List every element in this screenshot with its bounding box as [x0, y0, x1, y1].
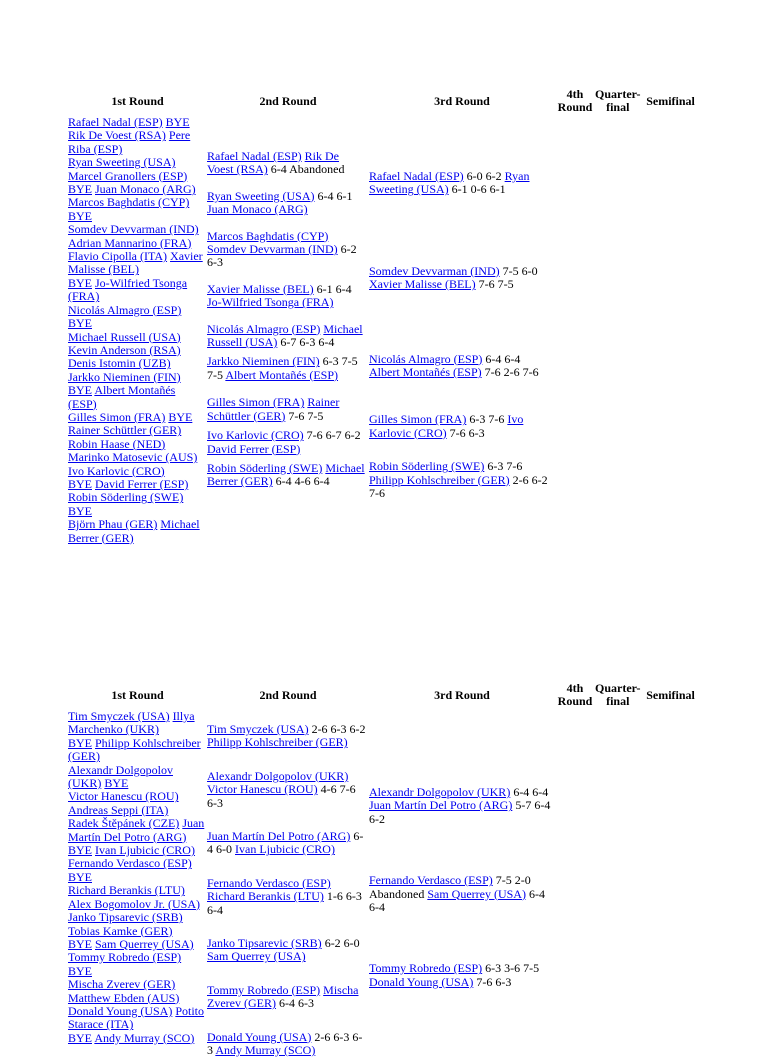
header-round-2: 2nd Round: [259, 93, 317, 108]
match-cell: [68, 357, 205, 384]
round-3-column: [369, 116, 555, 545]
score-text: 6-4 6-1: [314, 188, 353, 203]
header-row: [68, 680, 701, 710]
match-cell: [369, 460, 553, 500]
player-link[interactable]: Ivan Ljubicic (CRO): [95, 843, 195, 858]
score-text: 6-4 6-3: [275, 996, 314, 1011]
player-link[interactable]: Philipp Kohlschreiber (GER): [207, 735, 348, 750]
player-link[interactable]: Pere Riba (ESP): [68, 128, 191, 156]
player-link[interactable]: Alexandr Dolgopolov (UKR): [207, 768, 349, 783]
score-text: 7-6 2-6 7-6: [481, 365, 539, 380]
score-text: 2-6 6-3 6-2: [308, 722, 366, 736]
match-cell: [68, 304, 205, 331]
player-link[interactable]: Denis Istomin (UZB): [68, 356, 171, 371]
player-link[interactable]: Björn Phau (GER): [68, 517, 158, 532]
player-link[interactable]: Ivo Karlovic (CRO): [68, 463, 165, 478]
match-cell: [68, 978, 205, 1005]
match-cell: [369, 962, 553, 989]
match-cell: [207, 937, 367, 964]
score-text: 1-6 6-3 6-4: [207, 889, 362, 917]
score-text: 7-6 6-7 6-2: [303, 428, 361, 443]
score-text: 2-6 6-3 6-3: [207, 1029, 363, 1058]
player-link[interactable]: Marcos Baghdatis (CYP): [207, 228, 329, 243]
player-link[interactable]: Nicolás Almagro (ESP): [68, 302, 182, 317]
header-round-1: 1st Round: [111, 93, 164, 108]
match-cell: [68, 183, 205, 196]
player-link[interactable]: Juan Monaco (ARG): [207, 202, 308, 217]
player-link[interactable]: Flavio Cipolla (ITA): [68, 249, 168, 264]
score-text: 7-5 6-0: [499, 263, 538, 278]
bottom-bracket-table: [68, 680, 701, 1058]
player-link[interactable]: Juan Martín Del Potro (ARG): [369, 798, 513, 813]
header-round-3: 3rd Round: [434, 93, 490, 108]
player-link[interactable]: Juan Martín Del Potro (ARG): [207, 829, 351, 844]
match-cell: [207, 396, 367, 423]
match-cell: [68, 790, 205, 817]
player-link[interactable]: Alex Bogomolov Jr. (USA): [68, 896, 200, 911]
match-cell: [207, 770, 367, 810]
round-4-column: [555, 710, 595, 1058]
quarterfinal-column: [595, 116, 641, 545]
player-link[interactable]: Rainer Schüttler (GER): [68, 423, 182, 438]
player-link[interactable]: BYE: [68, 383, 92, 398]
player-link[interactable]: Janko Tipsarevic (SRB): [207, 936, 322, 951]
match-cell: [369, 413, 553, 440]
top-bracket-table: [68, 86, 701, 545]
match-cell: [207, 323, 367, 350]
round-1-column: [68, 710, 207, 1058]
player-link[interactable]: Xavier Malisse (BEL): [369, 277, 476, 292]
match-cell: [68, 710, 205, 737]
player-link[interactable]: Fernando Verdasco (ESP): [369, 873, 493, 888]
score-text: 6-3 7-6: [484, 459, 523, 474]
score-text: 6-4 6-4: [369, 886, 545, 915]
player-link[interactable]: Potito Starace (ITA): [68, 1003, 205, 1032]
player-link[interactable]: BYE: [165, 115, 190, 129]
player-link[interactable]: Nicolás Almagro (ESP): [369, 351, 483, 366]
match-cell: [207, 830, 367, 857]
match-cell: [207, 150, 367, 177]
player-link[interactable]: Michael Russell (USA): [207, 321, 363, 350]
player-link[interactable]: Rafael Nadal (ESP): [369, 169, 464, 183]
round-4-column: [555, 116, 595, 545]
score-text: 6-3 7-6: [466, 412, 508, 427]
score-text: 6-0 6-2: [463, 169, 505, 183]
score-text: 6-2 6-3: [207, 242, 357, 270]
match-cell: [68, 764, 205, 791]
player-link[interactable]: Sam Querrey (USA): [95, 936, 194, 951]
player-link[interactable]: Tommy Robredo (ESP): [68, 950, 182, 965]
match-cell: [68, 1005, 205, 1032]
match-cell: [369, 265, 553, 292]
player-link[interactable]: Michael Berrer (GER): [207, 460, 365, 489]
semifinal-column: [641, 710, 701, 1058]
player-link[interactable]: Gilles Simon (FRA): [369, 412, 467, 427]
player-link[interactable]: Mischa Zverev (GER): [68, 977, 176, 992]
match-cell: [68, 817, 205, 844]
player-link[interactable]: Jo-Wilfried Tsonga (FRA): [68, 275, 188, 304]
header-round-1: 1st Round: [111, 687, 164, 702]
match-cell: [68, 478, 205, 491]
match-cell: [68, 116, 205, 129]
score-text: 6-1 0-6 6-1: [448, 182, 506, 197]
player-link[interactable]: Alexandr Dolgopolov (UKR): [68, 762, 173, 791]
player-link[interactable]: Juan Martín Del Potro (ARG): [68, 816, 205, 844]
player-link[interactable]: Xavier Malisse (BEL): [207, 281, 314, 296]
match-cell: [207, 355, 367, 382]
player-link[interactable]: Andy Murray (SCO): [94, 1030, 195, 1045]
match-cell: [207, 429, 367, 456]
score-text: 5-7 6-4 6-2: [369, 798, 551, 826]
match-cell: [207, 283, 367, 310]
player-link[interactable]: Philipp Kohlschreiber (GER): [68, 735, 201, 764]
match-cell: [68, 331, 205, 358]
player-link[interactable]: Marcos Baghdatis (CYP): [68, 195, 190, 210]
player-link[interactable]: Sam Querrey (USA): [207, 949, 306, 964]
match-cell: [207, 1031, 367, 1058]
player-link[interactable]: Alexandr Dolgopolov (UKR): [369, 785, 511, 799]
player-link[interactable]: Juan Monaco (ARG): [95, 182, 196, 197]
player-link[interactable]: Marinko Matosevic (AUS): [68, 450, 198, 465]
player-link[interactable]: Xavier Malisse (BEL): [68, 249, 203, 277]
player-link[interactable]: Fernando Verdasco (ESP): [207, 875, 331, 890]
match-cell: [207, 723, 367, 750]
quarterfinal-column: [595, 710, 641, 1058]
score-text: 6-7 6-3 6-4: [277, 335, 335, 350]
player-link[interactable]: Tommy Robredo (ESP): [369, 961, 483, 976]
player-link[interactable]: Robin Söderling (SWE): [68, 490, 184, 505]
match-cell: [68, 1032, 205, 1045]
match-cell: [68, 844, 205, 857]
player-link[interactable]: BYE: [68, 735, 92, 750]
player-link[interactable]: Jarkko Nieminen (FIN): [207, 354, 320, 369]
match-cell: [68, 518, 205, 545]
score-text: 6-4 4-6 6-4: [272, 474, 330, 489]
match-cell: [207, 877, 367, 917]
player-link[interactable]: Tim Smyczek (USA): [68, 709, 170, 723]
header-semifinal: Semifinal: [646, 687, 695, 702]
match-cell: [369, 170, 553, 197]
player-link[interactable]: Victor Hanescu (ROU): [68, 789, 179, 804]
match-cell: [68, 411, 205, 424]
score-text: 2-6 6-2 7-6: [369, 472, 548, 501]
match-cell: [68, 223, 205, 250]
player-link[interactable]: Kevin Anderson (RSA): [68, 342, 181, 357]
player-link[interactable]: Somdev Devvarman (IND): [369, 263, 500, 278]
player-link[interactable]: Michael Russell (USA): [68, 329, 181, 344]
player-link[interactable]: Gilles Simon (FRA): [207, 395, 305, 410]
round-1-column: [68, 116, 207, 545]
player-link[interactable]: Illya Marchenko (UKR): [68, 709, 195, 737]
match-cell: [68, 491, 205, 518]
match-cell: [369, 874, 553, 914]
score-text: 6-3 7-5 7-5: [207, 354, 358, 382]
player-link[interactable]: BYE: [104, 776, 129, 791]
score-text: 6-1 6-4: [313, 281, 352, 296]
player-link[interactable]: BYE: [68, 843, 92, 858]
player-link[interactable]: Tobias Kamke (GER): [68, 923, 173, 938]
match-cell: [68, 384, 205, 411]
header-semifinal: Semifinal: [646, 93, 695, 108]
player-link[interactable]: David Ferrer (ESP): [95, 476, 189, 491]
player-link[interactable]: Ryan Sweeting (USA): [207, 188, 315, 203]
match-cell: [68, 156, 205, 183]
player-link[interactable]: Robin Söderling (SWE): [207, 460, 323, 475]
player-link[interactable]: Jarkko Nieminen (FIN): [68, 369, 181, 384]
match-cell: [369, 353, 553, 380]
player-link[interactable]: Somdev Devvarman (IND): [207, 242, 338, 257]
player-link[interactable]: Sam Querrey (USA): [427, 886, 526, 901]
player-link[interactable]: Ryan Sweeting (USA): [369, 169, 530, 197]
player-link[interactable]: BYE: [68, 476, 92, 491]
player-link[interactable]: BYE: [68, 208, 92, 223]
player-link[interactable]: Fernando Verdasco (ESP): [68, 856, 192, 871]
player-link[interactable]: BYE: [68, 503, 92, 518]
header-quarterfinal: Quarter-final: [595, 87, 641, 114]
match-cell: [68, 938, 205, 951]
score-text: 6-4 6-4: [482, 351, 521, 366]
player-link[interactable]: BYE: [168, 409, 193, 424]
match-cell: [68, 424, 205, 451]
player-link[interactable]: Rik De Voest (RSA): [207, 149, 339, 177]
score-text: 6-2 6-0: [321, 936, 360, 951]
match-cell: [207, 462, 367, 489]
player-link[interactable]: Rik De Voest (RSA): [68, 128, 166, 143]
match-cell: [369, 786, 553, 826]
match-cell: [68, 451, 205, 478]
player-link[interactable]: BYE: [68, 316, 92, 331]
player-link[interactable]: Victor Hanescu (ROU): [207, 782, 318, 797]
score-text: 7-6 7-5: [285, 408, 324, 423]
player-link[interactable]: Andreas Seppi (ITA): [68, 802, 169, 817]
round-2-column: [207, 116, 369, 545]
match-cell: [68, 277, 205, 304]
match-cell: [68, 250, 205, 277]
player-link[interactable]: Donald Young (USA): [207, 1029, 312, 1044]
player-link[interactable]: David Ferrer (ESP): [207, 441, 301, 456]
score-text: 6-4 6-0: [207, 829, 364, 857]
match-cell: [68, 857, 205, 884]
header-quarterfinal: Quarter-final: [595, 681, 641, 708]
player-link[interactable]: Somdev Devvarman (IND): [68, 222, 199, 237]
player-link[interactable]: Radek Štěpánek (CZE): [68, 816, 180, 831]
player-link[interactable]: Ivan Ljubicic (CRO): [235, 842, 335, 857]
player-link[interactable]: BYE: [68, 1030, 92, 1045]
player-link[interactable]: Rainer Schüttler (GER): [207, 395, 340, 423]
player-link[interactable]: Rafael Nadal (ESP): [68, 115, 163, 129]
player-link[interactable]: Richard Berankis (LTU): [68, 883, 185, 898]
match-cell: [68, 911, 205, 938]
player-link[interactable]: Andy Murray (SCO): [215, 1043, 316, 1058]
header-round-4: 4th Round: [557, 681, 593, 708]
player-link[interactable]: Nicolás Almagro (ESP): [207, 321, 321, 336]
player-link[interactable]: BYE: [68, 869, 92, 884]
header-round-3: 3rd Round: [434, 687, 490, 702]
player-link[interactable]: Donald Young (USA): [68, 1003, 173, 1018]
player-link[interactable]: Robin Haase (NED): [68, 436, 166, 451]
header-row: [68, 86, 701, 116]
player-link[interactable]: Albert Montañés (ESP): [225, 367, 338, 382]
score-text: 6-4 6-4: [510, 785, 549, 799]
player-link[interactable]: Ivo Karlovic (CRO): [369, 412, 524, 440]
score-text: 7-6 6-3: [473, 974, 512, 989]
player-link[interactable]: Tim Smyczek (USA): [207, 722, 309, 736]
round-2-column: [207, 710, 369, 1058]
match-cell: [207, 984, 367, 1011]
score-text: 7-6 6-3: [446, 425, 485, 440]
score-text: 6-4 Abandoned: [267, 162, 345, 177]
match-cell: [68, 129, 205, 156]
player-link[interactable]: Ryan Sweeting (USA): [68, 155, 176, 170]
player-link[interactable]: Jo-Wilfried Tsonga (FRA): [207, 295, 334, 310]
player-link[interactable]: Gilles Simon (FRA): [68, 409, 166, 424]
player-link[interactable]: Adrian Mannarino (FRA): [68, 235, 192, 250]
player-link[interactable]: Tommy Robredo (ESP): [207, 982, 321, 997]
player-link[interactable]: Albert Montañés (ESP): [369, 365, 482, 380]
match-cell: [68, 884, 205, 911]
player-link[interactable]: Matthew Ebden (AUS): [68, 990, 180, 1005]
score-text: 4-6 7-6 6-3: [207, 782, 356, 810]
player-link[interactable]: Albert Montañés (ESP): [68, 383, 176, 411]
player-link[interactable]: Michael Berrer (GER): [68, 517, 200, 545]
player-link[interactable]: Mischa Zverev (GER): [207, 982, 359, 1011]
player-link[interactable]: Richard Berankis (LTU): [207, 889, 324, 904]
match-cell: [68, 951, 205, 978]
player-link[interactable]: Donald Young (USA): [369, 974, 474, 989]
match-cell: [68, 737, 205, 764]
round-3-column: [369, 710, 555, 1058]
player-link[interactable]: Rafael Nadal (ESP): [207, 149, 302, 163]
score-text: 6-3 3-6 7-5: [482, 961, 540, 976]
player-link[interactable]: Robin Söderling (SWE): [369, 459, 485, 474]
player-link[interactable]: BYE: [68, 963, 92, 978]
score-text: 7-5 2-0 Abandoned: [369, 873, 531, 901]
player-link[interactable]: BYE: [68, 275, 92, 290]
player-link[interactable]: Ivo Karlovic (CRO): [207, 428, 304, 443]
player-link[interactable]: BYE: [68, 182, 92, 197]
player-link[interactable]: Marcel Granollers (ESP): [68, 168, 188, 183]
player-link[interactable]: Janko Tipsarevic (SRB): [68, 910, 183, 925]
score-text: 7-6 7-5: [475, 277, 514, 292]
match-cell: [207, 230, 367, 270]
header-round-4: 4th Round: [557, 87, 593, 114]
player-link[interactable]: BYE: [68, 936, 92, 951]
match-cell: [68, 196, 205, 223]
match-cell: [207, 190, 367, 217]
player-link[interactable]: Philipp Kohlschreiber (GER): [369, 472, 510, 487]
header-round-2: 2nd Round: [259, 687, 317, 702]
semifinal-column: [641, 116, 701, 545]
